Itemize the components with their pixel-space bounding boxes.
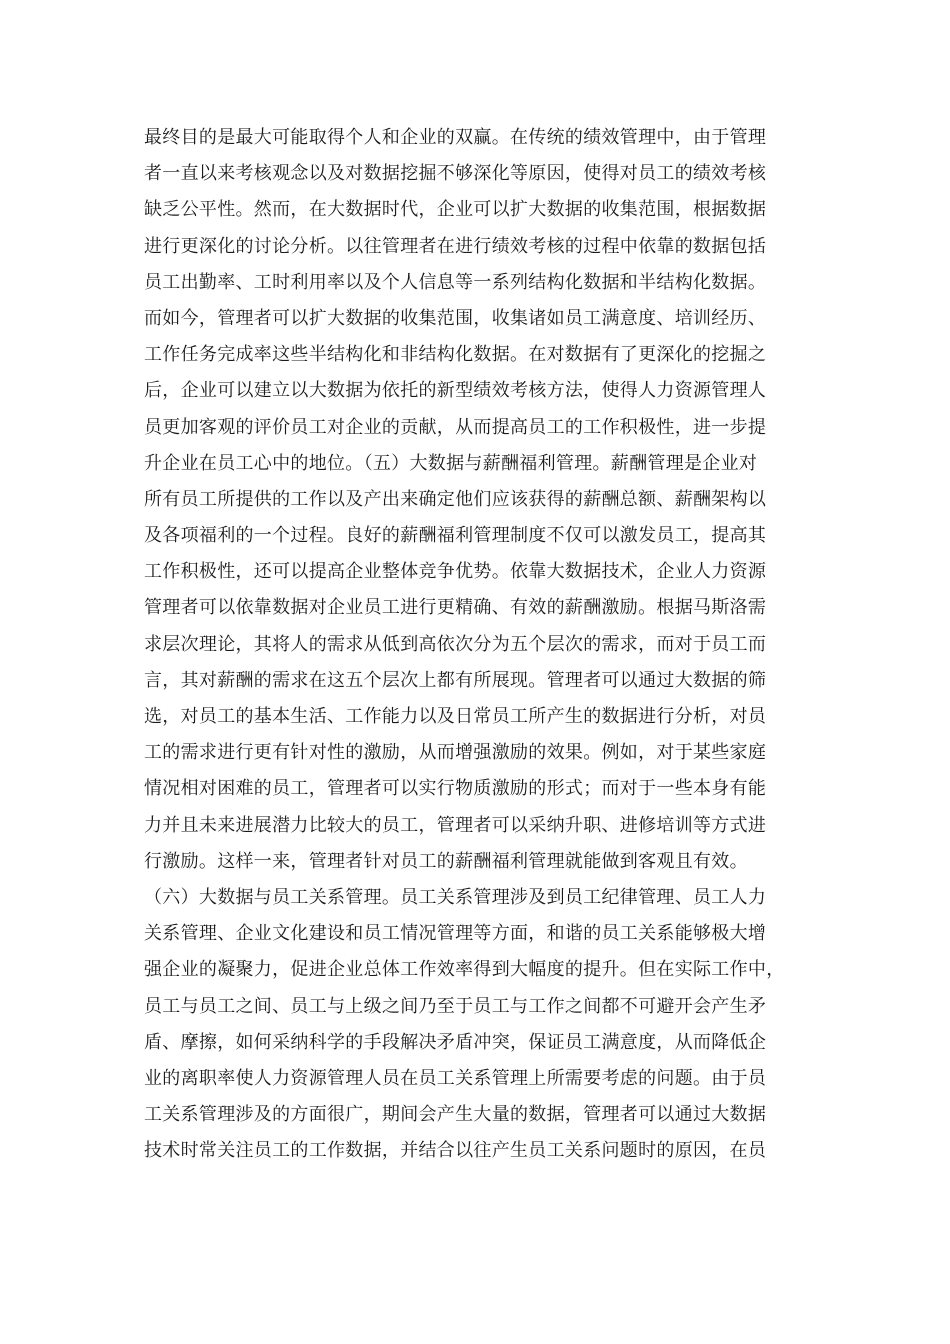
text-line: 行激励。这样一来，管理者针对员工的薪酬福利管理就能做到客观且有效。 [144, 850, 748, 872]
text-line: 工的需求进行更有针对性的激励，从而增强激励的效果。例如，对于某些家庭 [144, 742, 767, 764]
text-line: 技术时常关注员工的工作数据，并结合以往产生员工关系问题时的原因，在员 [144, 1140, 767, 1162]
text-line: 进行更深化的讨论分析。以往管理者在进行绩效考核的过程中依靠的数据包括 [144, 235, 767, 257]
text-line: 最终目的是最大可能取得个人和企业的双赢。在传统的绩效管理中，由于管理 [144, 127, 767, 148]
text-line: 及各项福利的一个过程。良好的薪酬福利管理制度不仅可以激发员工，提高其 [144, 525, 767, 547]
text-line: 关系管理、企业文化建设和员工情况管理等方面，和谐的员工关系能够极大增 [144, 923, 767, 945]
text-line: 言，其对薪酬的需求在这五个层次上都有所展现。管理者可以通过大数据的筛 [144, 669, 767, 691]
text-line: 而如今，管理者可以扩大数据的收集范围，收集诸如员工满意度、培训经历、 [144, 307, 767, 329]
text-line: 盾、摩擦，如何采纳科学的手段解决矛盾冲突，保证员工满意度，从而降低企 [144, 1031, 767, 1053]
text-line: 员工与员工之间、员工与上级之间乃至于员工与工作之间都不可避开会产生矛 [144, 995, 767, 1017]
text-line: 员工出勤率、工时利用率以及个人信息等一系列结构化数据和半结构化数据。 [144, 271, 767, 293]
text-line: 求层次理论，其将人的需求从低到高依次分为五个层次的需求，而对于员工而 [144, 633, 767, 655]
text-line: 工作任务完成率这些半结构化和非结构化数据。在对数据有了更深化的挖掘之 [144, 344, 767, 366]
body-text [144, 120, 804, 1169]
text-line: 管理者可以依靠数据对企业员工进行更精确、有效的薪酬激励。根据马斯洛需 [144, 597, 767, 619]
text-line: 后，企业可以建立以大数据为依托的新型绩效考核方法，使得人力资源管理人 [144, 380, 767, 402]
text-line: 选，对员工的基本生活、工作能力以及日常员工所产生的数据进行分析，对员 [144, 706, 767, 727]
text-line: 所有员工所提供的工作以及产出来确定他们应该获得的薪酬总额、薪酬架构以 [144, 488, 767, 510]
text-line: 者一直以来考核观念以及对数据挖掘不够深化等原因，使得对员工的绩效考核 [144, 163, 767, 185]
text-line: （六）大数据与员工关系管理。员工关系管理涉及到员工纪律管理、员工人力 [144, 886, 767, 908]
text-line: 业的离职率使人力资源管理人员在员工关系管理上所需要考虑的问题。由于员 [144, 1067, 767, 1089]
text-line: 情况相对困难的员工，管理者可以实行物质激励的形式；而对于一些本身有能 [144, 778, 767, 800]
text-line: 工关系管理涉及的方面很广，期间会产生大量的数据，管理者可以通过大数据 [144, 1104, 767, 1126]
text-line: 员更加客观的评价员工对企业的贡献，从而提高员工的工作积极性，进一步提 [144, 416, 767, 438]
text-line: 缺乏公平性。然而，在大数据时代，企业可以扩大数据的收集范围，根据数据 [144, 199, 767, 221]
text-line: 升企业在员工心中的地位。（五）大数据与薪酬福利管理。薪酬管理是企业对 [144, 452, 758, 474]
text-line: 力并且未来进展潜力比较大的员工，管理者可以采纳升职、进修培训等方式进 [144, 814, 767, 836]
text-line: 强企业的凝聚力，促进企业总体工作效率得到大幅度的提升。但在实际工作中， [144, 959, 785, 981]
text-line: 工作积极性，还可以提高企业整体竞争优势。依靠大数据技术，企业人力资源 [144, 561, 767, 583]
